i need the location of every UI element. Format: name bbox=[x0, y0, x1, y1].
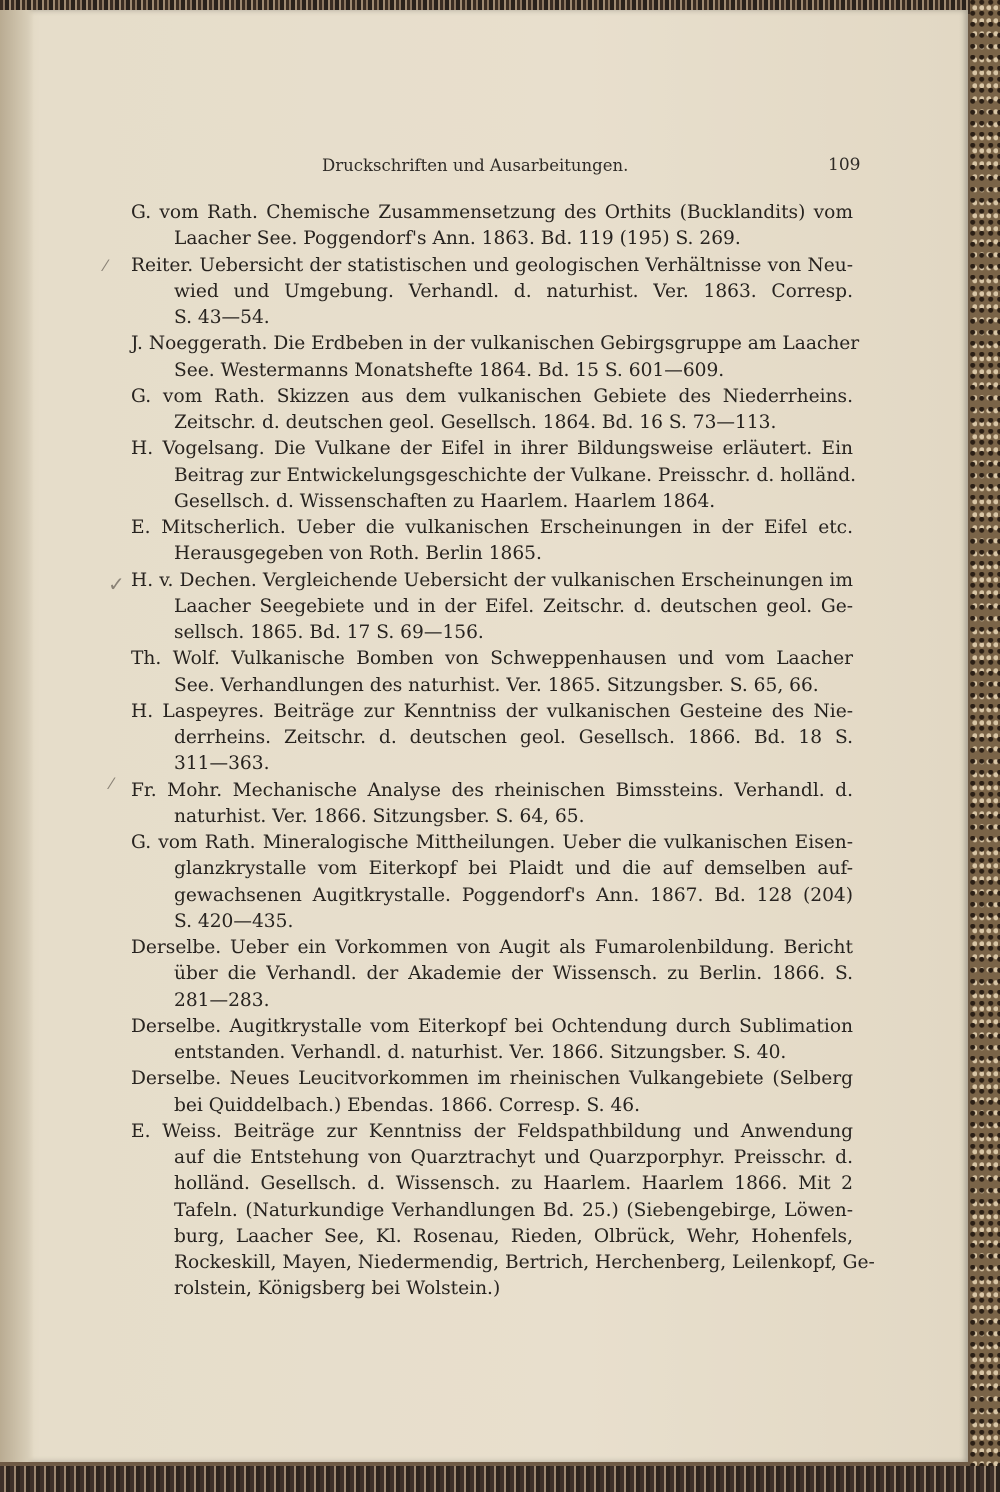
bibliography-line: Derselbe. Ueber ein Vorkommen von Augit als Fumarolenbildung. Bericht bbox=[131, 937, 853, 958]
bibliography-line: Gesellsch. d. Wissenschaften zu Haarlem. Haarlem 1864. bbox=[174, 490, 716, 512]
bibliography-line: E. Mitscherlich. Ueber die vulkanischen Erscheinungen in der Eifel etc. bbox=[131, 517, 853, 538]
bibliography-line: holländ. Gesellsch. d. Wissensch. zu Haarlem. Haarlem 1866. Mit 2 bbox=[174, 1173, 853, 1195]
right-binding-edge bbox=[970, 0, 1000, 1492]
bibliography-line: Fr. Mohr. Mechanische Analyse des rheinischen Bimssteins. Verhandl. d. bbox=[131, 779, 853, 801]
page-gutter bbox=[0, 10, 34, 1462]
bibliography-line: H. v. Dechen. Vergleichende Uebersicht der vulkanischen Erscheinungen im bbox=[131, 569, 853, 591]
bibliography-line: G. vom Rath. Chemische Zusammensetzung des Orthits (Bucklandits) vom bbox=[131, 202, 853, 223]
book-page bbox=[0, 10, 968, 1462]
bibliography-line: auf die Entstehung von Quarztrachyt und Quarzporphyr. Preisschr. d. bbox=[174, 1147, 853, 1168]
bibliography-line: Tafeln. (Naturkundige Verhandlungen Bd. 25.) (Siebengebirge, Löwen- bbox=[174, 1199, 853, 1221]
bibliography-line: Beitrag zur Entwickelungsgeschichte der Vulkane. Preisschr. d. holländ. bbox=[174, 464, 857, 486]
bibliography-line: Derselbe. Neues Leucitvorkommen im rheinischen Vulkangebiete (Selberg bbox=[131, 1068, 853, 1090]
page-number: 109 bbox=[828, 155, 861, 175]
bibliography-entries bbox=[131, 200, 875, 1303]
running-head: Druckschriften und Ausarbeitungen. bbox=[322, 156, 629, 175]
pencil-mark-icon: ⁄ bbox=[110, 774, 113, 793]
bibliography-line: H. Vogelsang. Die Vulkane der Eifel in ihrer Bildungsweise erläutert. Ein bbox=[131, 438, 853, 460]
bibliography-line: H. Laspeyres. Beiträge zur Kenntniss der vulkanischen Gesteine des Nie- bbox=[131, 700, 853, 722]
pencil-mark-icon: ⁄ bbox=[104, 256, 107, 275]
bibliography-line: entstanden. Verhandl. d. naturhist. Ver. 1866. Sitzungsber. S. 40. bbox=[174, 1042, 787, 1063]
bibliography-line: 281—283. bbox=[174, 989, 270, 1011]
bibliography-line: derrheins. Zeitschr. d. deutschen geol. Gesellsch. 1866. Bd. 18 S. bbox=[174, 727, 853, 748]
bibliography-line: J. Noeggerath. Die Erdbeben in der vulkanischen Gebirgsgruppe am Laacher bbox=[131, 333, 860, 355]
bibliography-line: Th. Wolf. Vulkanische Bomben von Schweppenhausen und vom Laacher bbox=[131, 648, 853, 670]
bibliography-line: Zeitschr. d. deutschen geol. Gesellsch. 1864. Bd. 16 S. 73—113. bbox=[174, 412, 777, 433]
bibliography-line: Rockeskill, Mayen, Niedermendig, Bertrich, Herchenberg, Leilenkopf, Ge- bbox=[174, 1252, 875, 1273]
bibliography-line: G. vom Rath. Skizzen aus dem vulkanischen Gebiete des Niederrheins. bbox=[131, 385, 853, 407]
bibliography-line: über die Verhandl. der Akademie der Wissensch. zu Berlin. 1866. S. bbox=[174, 963, 853, 985]
bibliography-line: Herausgegeben von Roth. Berlin 1865. bbox=[174, 543, 542, 565]
bibliography-line: Reiter. Uebersicht der statistischen und geologischen Verhältnisse von Neu- bbox=[131, 254, 853, 276]
bibliography-line: gewachsenen Augitkrystalle. Poggendorf's Ann. 1867. Bd. 128 (204) bbox=[174, 884, 853, 906]
bibliography-line: E. Weiss. Beiträge zur Kenntniss der Feldspathbildung und Anwendung bbox=[131, 1120, 853, 1142]
bibliography-line: naturhist. Ver. 1866. Sitzungsber. S. 64, 65. bbox=[174, 805, 585, 827]
bibliography-line: See. Verhandlungen des naturhist. Ver. 1865. Sitzungsber. S. 65, 66. bbox=[174, 674, 819, 696]
bibliography-line: burg, Laacher See, Kl. Rosenau, Rieden, Olbrück, Wehr, Hohenfels, bbox=[174, 1225, 853, 1247]
bibliography-line: glanzkrystalle vom Eiterkopf bei Plaidt und die auf demselben auf- bbox=[174, 858, 853, 880]
bibliography-line: G. vom Rath. Mineralogische Mittheilungen. Ueber die vulkanischen Eisen- bbox=[131, 832, 853, 853]
bottom-binding-edge bbox=[0, 1466, 1000, 1492]
bibliography-line: wied und Umgebung. Verhandl. d. naturhist. Ver. 1863. Corresp. bbox=[174, 280, 853, 302]
bibliography-line: 311—363. bbox=[174, 753, 270, 775]
bibliography-line: Laacher See. Poggendorf's Ann. 1863. Bd. 119 (195) S. 269. bbox=[174, 228, 741, 250]
bibliography-line: rolstein, Königsberg bei Wolstein.) bbox=[174, 1278, 501, 1300]
bibliography-line: See. Westermanns Monatshefte 1864. Bd. 15 S. 601—609. bbox=[174, 359, 725, 381]
bibliography-line: Derselbe. Augitkrystalle vom Eiterkopf bei Ochtendung durch Sublimation bbox=[131, 1015, 853, 1037]
bibliography-line: Laacher Seegebiete und in der Eifel. Zeitschr. d. deutschen geol. Ge- bbox=[174, 595, 853, 617]
bibliography-line: bei Quiddelbach.) Ebendas. 1866. Corresp. S. 46. bbox=[174, 1094, 641, 1116]
bibliography-line: S. 420—435. bbox=[174, 910, 294, 932]
bibliography-line: S. 43—54. bbox=[174, 307, 270, 328]
pencil-check-icon: ✓ bbox=[108, 572, 125, 596]
bibliography-line: sellsch. 1865. Bd. 17 S. 69—156. bbox=[174, 622, 484, 643]
